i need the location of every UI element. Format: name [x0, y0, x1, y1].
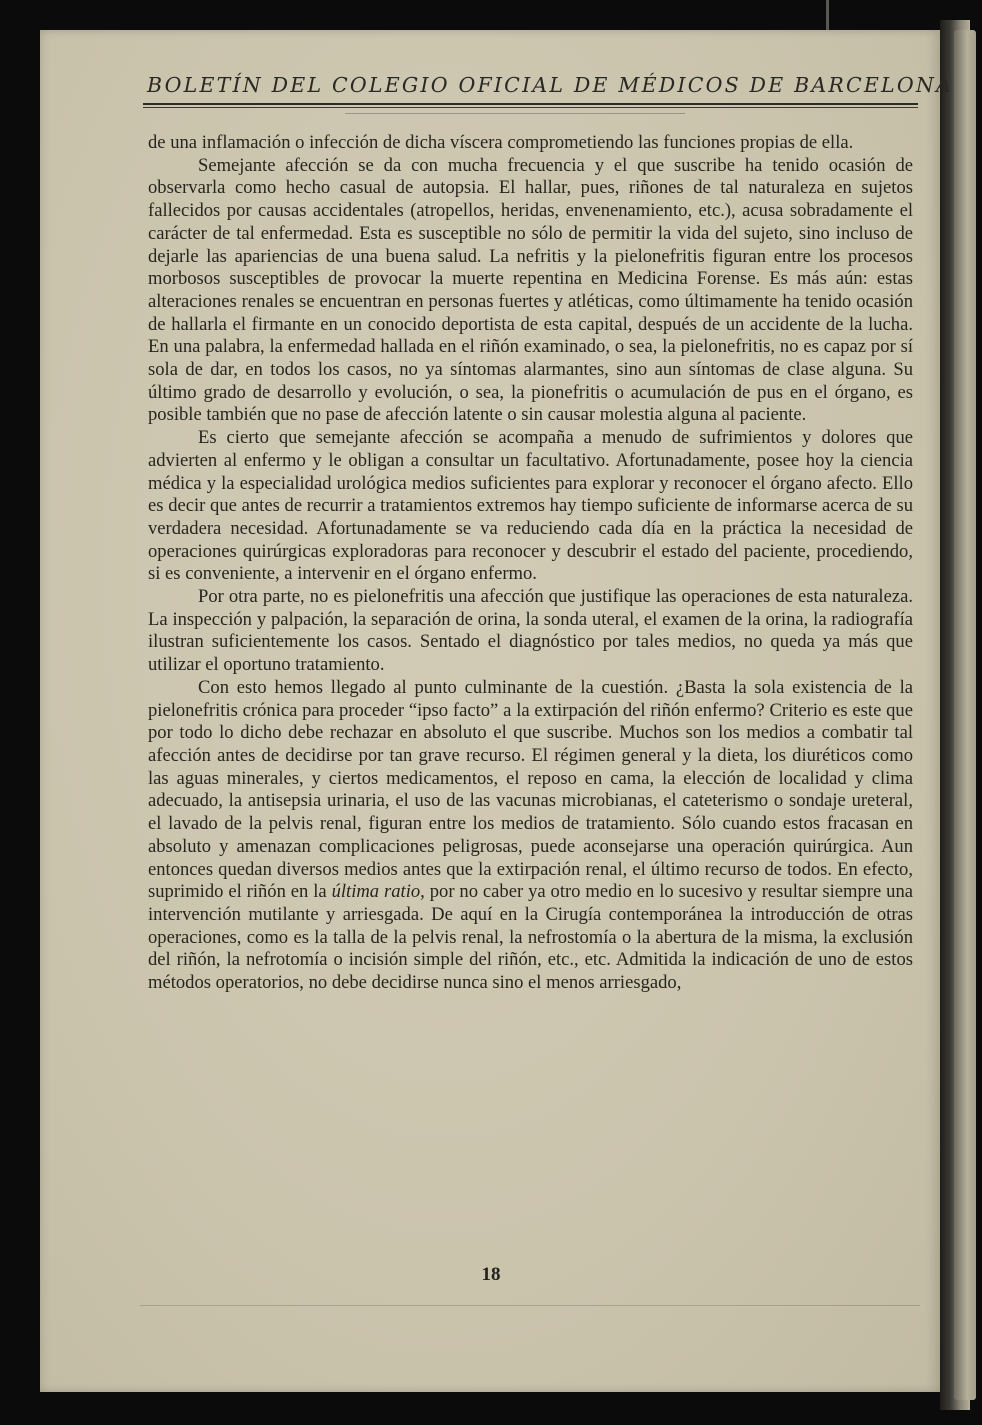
- journal-title: BOLETÍN DEL COLEGIO OFICIAL DE MÉDICOS DE BARCELONA: [147, 73, 953, 97]
- latin-phrase: última ratio,: [331, 881, 425, 903]
- paragraph-text: por no caber ya otro medio en lo sucesivo y resultar siempre una intervención mutilante y arriesgada. De aquí en la Cirugía contemporánea la introducción de otras operaciones, como es la talla de la pelvis renal, la nefrostomía o la abertura de la misma, la exclusión del riñón, la nefrotomía o incisión simple del riñón, etc., etc. Admitida la indicación de uno de estos métodos operatorios, no debe decidirse nunca sino el menos arriesgado,: [148, 881, 914, 994]
- header-rule-thin: [143, 107, 918, 108]
- header-rule: [143, 103, 918, 105]
- paragraph: Por otra parte, no es pielonefritis una afección que justifique las operaciones de esta naturaleza. La inspección y palpación, la separación de orina, la sonda uteral, el examen de la orina, la radiografía ilustran suficientemente los casos. Sentado el diagnóstico por tales medios, no queda ya más que utilizar el oportuno tratamiento.: [148, 586, 913, 676]
- paragraph: [148, 677, 913, 995]
- scanner-edge-mark: [826, 0, 829, 30]
- paragraph: de una inflamación o infección de dicha víscera comprometiendo las funciones propias de ella.: [148, 132, 854, 153]
- paragraph: Es cierto que semejante afección se acompaña a menudo de sufrimientos y dolores que advierten al enfermo y le obligan a consultar un facultativo. Afortunadamente, posee hoy la ciencia médica y la especialidad urológica medios suficientes para explorar y reconocer el órgano afecto. Ello es decir que antes de recurrir a tratamientos extremos hay tiempo suficiente de informarse acerca de su verdadera necesidad. Afortunadamente se va reduciendo cada día en la práctica la necesidad de operaciones quirúrgicas exploradoras para reconocer y descubrir el estado del paciente, procediendo, si es conveniente, a intervenir en el órgano enfermo.: [148, 427, 913, 585]
- paragraph-text: Con esto hemos llegado al punto culminante de la cuestión. ¿Basta la sola existencia de la pielonefritis crónica para proceder “ipso facto” a la extirpación del riñón enfermo? Criterio es este que por todo lo dicho debe rechazar en absoluto el que suscribe. Muchos son los medios a combatir tal afección antes de decidirse por tan grave recurso. El régimen general y la dieta, los diuréticos como las aguas minerales, y ciertos medicamentos, el reposo en cama, la elección de localidad y clima adecuado, la antisepsia urinaria, el uso de las vacunas microbianas, el cateterismo o sondaje ureteral, el lavado de la pelvis renal, figuran entre los medios de tratamiento. Sólo cuando estos fracasan en absoluto y amenazan complicaciones peligrosas, puede aconsejarse una operación quirúrgica. Aun entonces quedan diversos medios antes que la extirpación renal, el último recurso de todos. En efecto, suprimido el riñón en la: [148, 676, 913, 903]
- paragraph: Semejante afección se da con mucha frecuencia y el que suscribe ha tenido ocasión de observarla como hecho casual de autopsia. El hallar, pues, riñones de tal naturaleza en sujetos fallecidos por causas accidentales (atropellos, heridas, envenenamiento, etc.), acusa sobradamente el carácter de tal enfermedad. Esta es susceptible no sólo de permitir la vida del sujeto, sino incluso de dejarle las apariencias de una buena salud. La nefritis y la pielonefritis figuran entre los procesos morbosos susceptibles de provocar la muerte repentina en Medicina Forense. Es más aún: estas alteraciones renales se encuentran en personas fuertes y atléticas, como últimamente ha tenido ocasión de hallarla el firmante en un conocido deportista de esta capital, después de un accidente de la lucha. En una palabra, la enfermedad hallada en el riñón examinado, o sea, la pielonefritis, no es capaz por sí sola de dar, en todos los casos, no ya síntomas alarmantes, sino aun síntomas de clase alguna. Su último grado de desarrollo y evolución, o sea, la pionefritis o acumulación de pus en el órgano, es posible también que no pase de afección latente o sin causar molestia alguna al paciente.: [148, 154, 913, 426]
- footer-rule: [140, 1305, 920, 1306]
- header-rule-faint: [345, 113, 685, 114]
- article-body: [148, 132, 913, 995]
- running-header: [105, 73, 953, 113]
- page-number: 18: [481, 1264, 501, 1285]
- next-page-edge: [954, 30, 976, 1400]
